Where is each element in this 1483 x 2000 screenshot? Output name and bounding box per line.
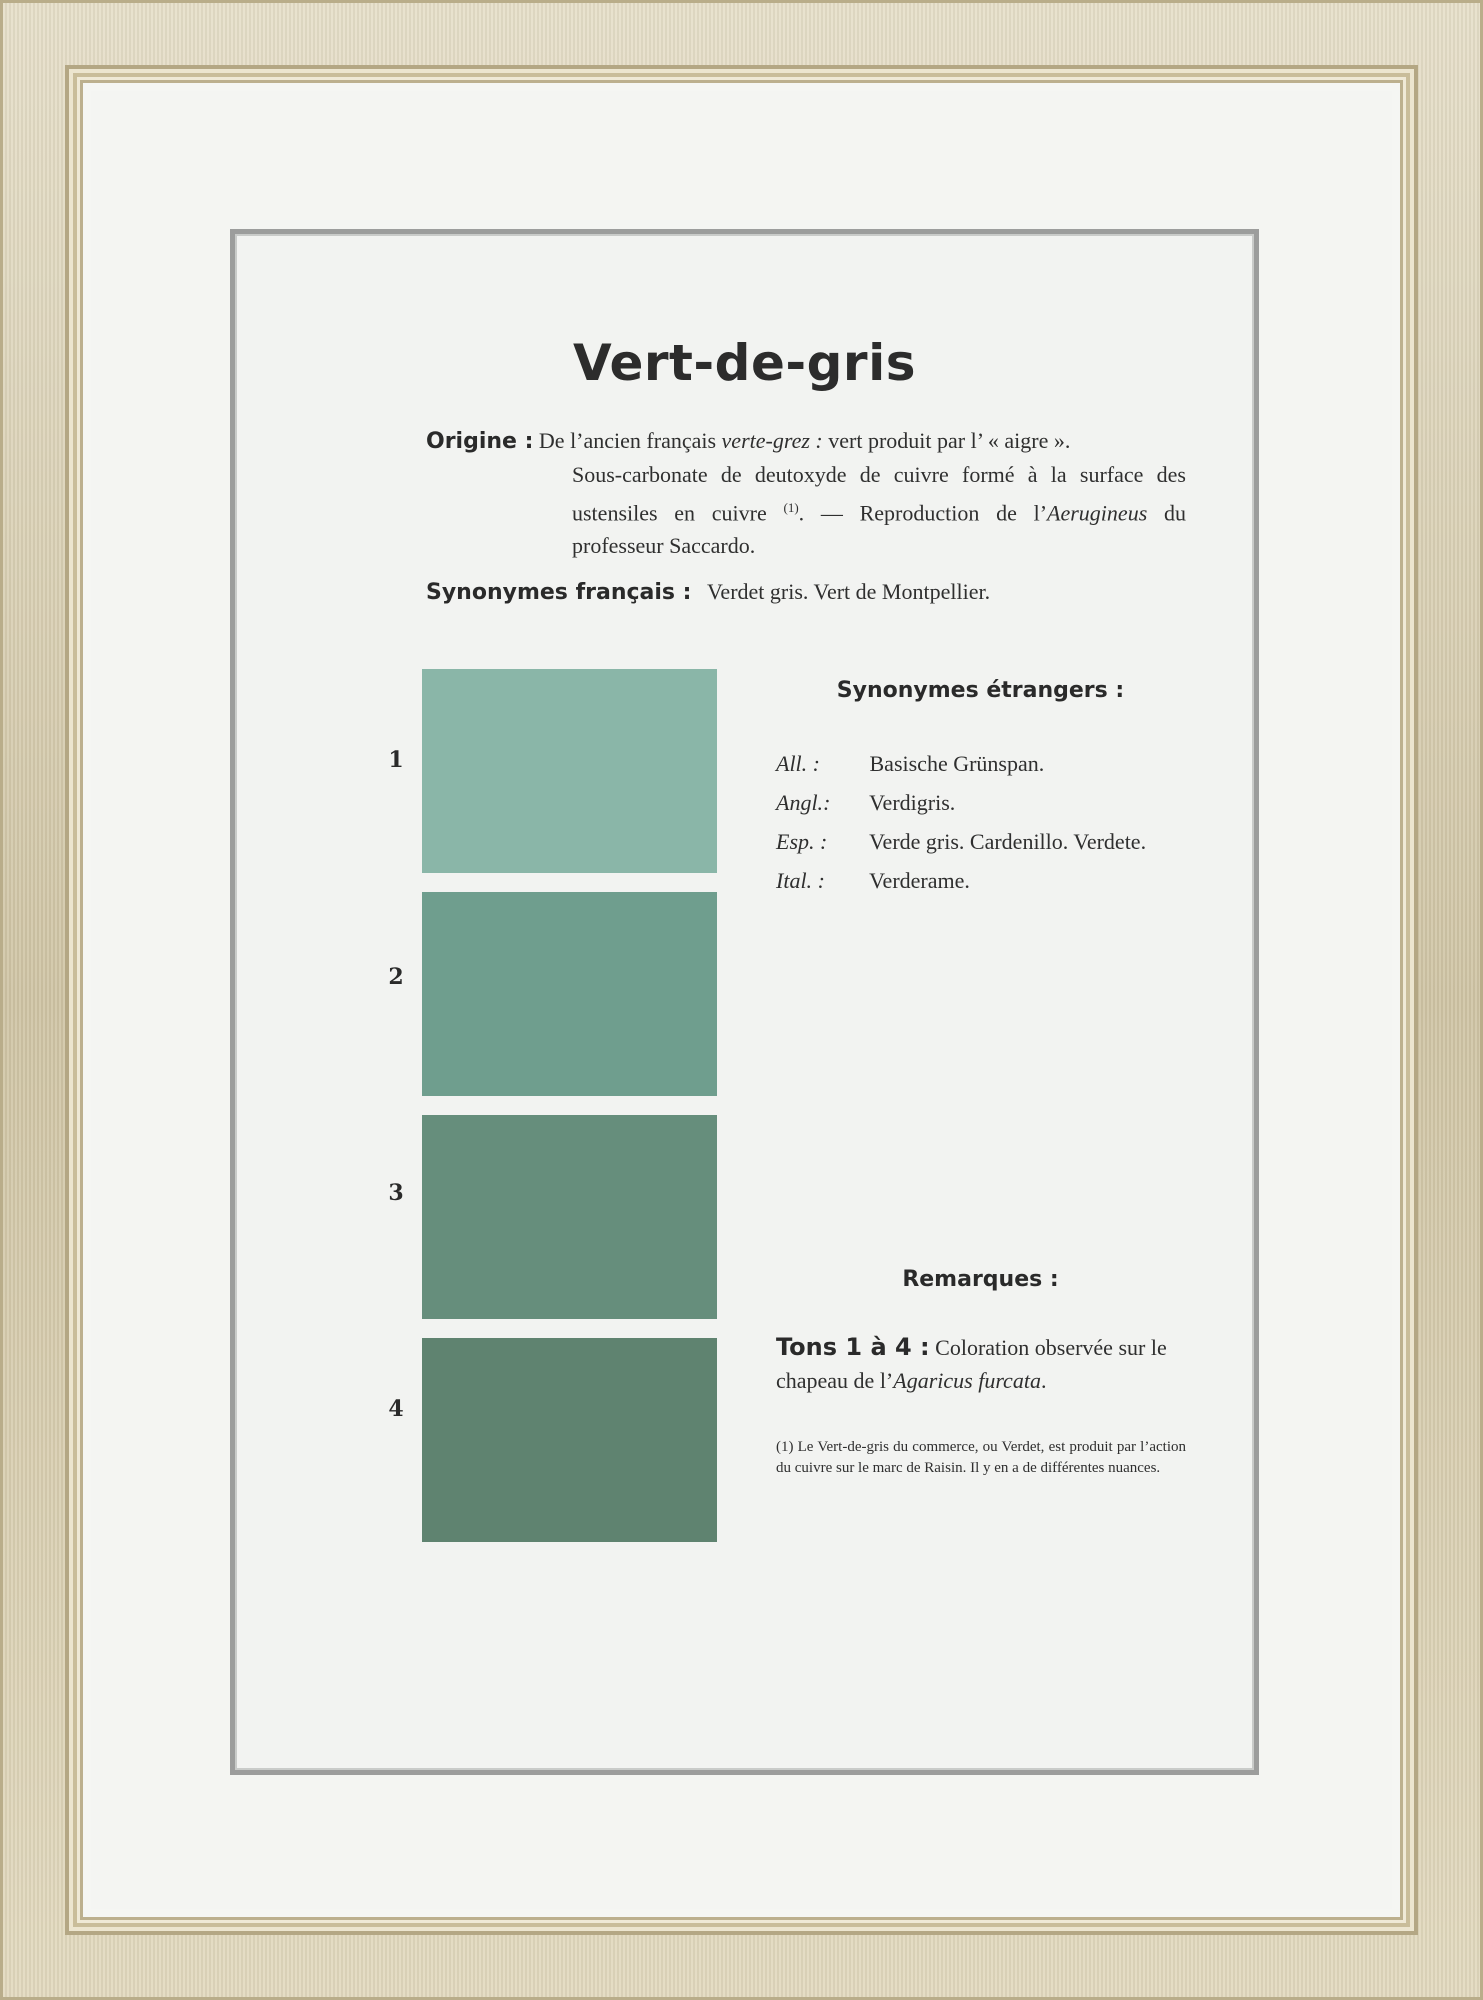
origine-text-line2: Sous-carbonate de deutoxyde de cuivre formé à la surface des ustensiles en cuivre (572, 462, 1186, 526)
origine-text-c: vert produit par l’ « aigre ». (828, 428, 1071, 453)
synonym-sep: : (820, 829, 828, 854)
origine-text-line3c: du professeur Saccardo. (572, 500, 1186, 559)
synonym-value: Basische Grünspan. (869, 751, 1045, 776)
synonym-row (776, 861, 1196, 900)
synonymes-francais (426, 579, 1186, 605)
synonym-value: Verde gris. Cardenillo. Verdete. (869, 829, 1147, 854)
color-swatch (422, 1115, 717, 1319)
synonym-value: Verderame. (869, 868, 970, 893)
swatch-number: 4 (388, 1396, 404, 1422)
origine-text-b: verte-grez : (721, 428, 823, 453)
origine-text-a: De l’ancien français (538, 428, 717, 453)
synonym-lang: Esp. (776, 829, 815, 854)
footnote-ref: (1) (783, 500, 799, 515)
origine-text-line3b: Aerugineus (1047, 500, 1148, 526)
tons-text-a: Coloration observée sur le chapeau de l’ (776, 1335, 1167, 1393)
synonym-lang: All. (776, 751, 808, 776)
origine-section (426, 424, 1186, 562)
synonym-value: Verdigris. (869, 790, 956, 815)
color-plate (230, 229, 1259, 1775)
tons-text-b: Agaricus furcata (893, 1368, 1041, 1393)
swatch-number: 1 (388, 747, 404, 773)
tons-label: Tons 1 à 4 : (776, 1333, 930, 1361)
synonymes-etrangers-title: Synonymes étrangers : (836, 678, 1125, 703)
remarques-title: Remarques : (902, 1267, 1059, 1292)
mat-board (91, 91, 1392, 1909)
color-swatch (422, 1338, 717, 1542)
synonymes-francais-text: Verdet gris. Vert de Montpellier. (706, 579, 991, 604)
synonym-sep: : (812, 751, 820, 776)
color-swatch (422, 669, 717, 873)
swatch-number: 2 (388, 964, 404, 990)
origine-text-line3a: . — Reproduction de l’ (798, 500, 1048, 526)
synonym-sep: : (817, 868, 825, 893)
synonymes-francais-label: Synonymes français : (426, 580, 692, 605)
tons-text-c: . (1040, 1368, 1047, 1393)
swatch-number: 3 (388, 1180, 404, 1206)
synonym-row (776, 783, 1196, 822)
synonym-lang: Angl. (776, 790, 824, 815)
synonym-row (776, 822, 1196, 861)
color-swatch (422, 892, 717, 1096)
origine-label: Origine : (426, 429, 534, 454)
footnote: (1) Le Vert-de-gris du commerce, ou Verdet, est produit par l’action du cuivre sur le marc de Raisin. Il y en a de différentes nuances. (776, 1439, 1186, 1476)
synonym-sep: : (823, 790, 831, 815)
plate-title: Vert-de-gris (573, 334, 916, 392)
tons-remark (776, 1331, 1186, 1397)
synonym-row (776, 744, 1196, 783)
synonymes-etrangers-list (776, 744, 1196, 900)
synonym-lang: Ital. (776, 868, 813, 893)
